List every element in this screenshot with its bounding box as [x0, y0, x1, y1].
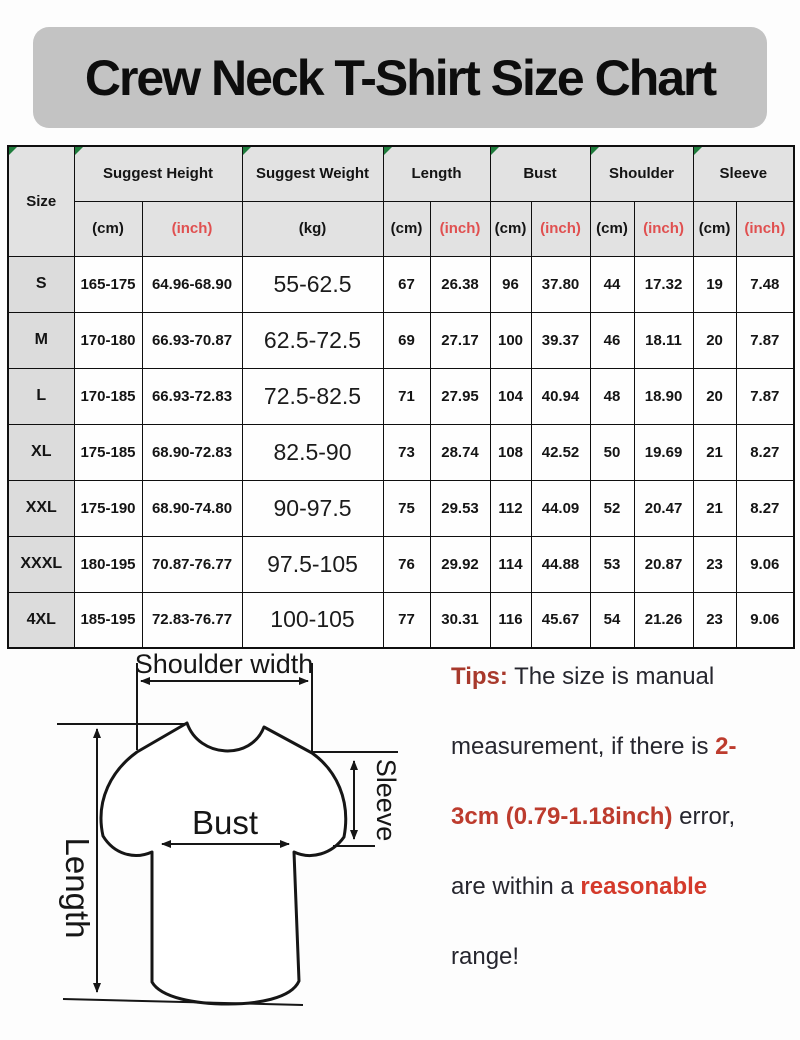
tshirt-diagram: [0, 648, 440, 1040]
page-title: Crew Neck T-Shirt Size Chart: [84, 49, 716, 106]
value-cell: 69: [383, 312, 430, 368]
value-cell: 75: [383, 480, 430, 536]
table-row: [8, 368, 794, 424]
value-cell: 8.27: [736, 424, 794, 480]
size-cell: 4XL: [8, 592, 74, 648]
value-cell: 42.52: [531, 424, 590, 480]
tips-text: [451, 664, 791, 1014]
value-cell: 66.93-70.87: [142, 312, 242, 368]
size-table-body: [8, 256, 794, 648]
value-cell: 28.74: [430, 424, 490, 480]
value-cell: 29.53: [430, 480, 490, 536]
tips-line: [451, 664, 791, 690]
table-group-header-row: [8, 146, 794, 201]
tips-line: [451, 944, 791, 970]
value-cell: 37.80: [531, 256, 590, 312]
value-cell: 104: [490, 368, 531, 424]
column-header-bust: Bust: [490, 146, 590, 201]
value-cell: 20.47: [634, 480, 693, 536]
table-row: [8, 424, 794, 480]
value-cell: 53: [590, 536, 634, 592]
unit-header-sleeve-inch: (inch): [736, 201, 794, 256]
value-cell: 44.09: [531, 480, 590, 536]
value-cell: 180-195: [74, 536, 142, 592]
value-cell: 26.38: [430, 256, 490, 312]
value-cell: 72.5-82.5: [242, 368, 383, 424]
value-cell: 62.5-72.5: [242, 312, 383, 368]
unit-header-sleeve-cm: (cm): [693, 201, 736, 256]
value-cell: 20: [693, 368, 736, 424]
tshirt-outline: [101, 723, 346, 1004]
value-cell: 27.17: [430, 312, 490, 368]
shoulder-width-label: Shoulder width: [134, 649, 314, 679]
size-cell: S: [8, 256, 74, 312]
value-cell: 21.26: [634, 592, 693, 648]
value-cell: 114: [490, 536, 531, 592]
value-cell: 40.94: [531, 368, 590, 424]
bust-label: Bust: [191, 804, 259, 841]
size-cell: L: [8, 368, 74, 424]
value-cell: 54: [590, 592, 634, 648]
value-cell: 68.90-74.80: [142, 480, 242, 536]
value-cell: 90-97.5: [242, 480, 383, 536]
value-cell: 100: [490, 312, 531, 368]
value-cell: 7.87: [736, 368, 794, 424]
size-cell: XL: [8, 424, 74, 480]
value-cell: 76: [383, 536, 430, 592]
value-cell: 20.87: [634, 536, 693, 592]
unit-header-height-cm: (cm): [74, 201, 142, 256]
title-banner: [33, 27, 767, 128]
value-cell: 18.11: [634, 312, 693, 368]
value-cell: 52: [590, 480, 634, 536]
value-cell: 19: [693, 256, 736, 312]
column-header-size: Size: [8, 146, 74, 256]
value-cell: 23: [693, 536, 736, 592]
unit-header-length-cm: (cm): [383, 201, 430, 256]
unit-header-length-inch: (inch): [430, 201, 490, 256]
value-cell: 18.90: [634, 368, 693, 424]
table-header: [8, 146, 794, 256]
tips-segment: range!: [451, 943, 520, 970]
tips-highlight: Tips:: [451, 663, 508, 690]
value-cell: 44: [590, 256, 634, 312]
tips-line: [451, 734, 791, 760]
value-cell: 72.83-76.77: [142, 592, 242, 648]
value-cell: 48: [590, 368, 634, 424]
unit-header-height-inch: (inch): [142, 201, 242, 256]
column-header-length: Length: [383, 146, 490, 201]
value-cell: 29.92: [430, 536, 490, 592]
table-row: [8, 256, 794, 312]
size-cell: XXL: [8, 480, 74, 536]
value-cell: 82.5-90: [242, 424, 383, 480]
value-cell: 21: [693, 480, 736, 536]
value-cell: 71: [383, 368, 430, 424]
value-cell: 175-190: [74, 480, 142, 536]
sleeve-label: Sleeve: [371, 758, 401, 842]
unit-header-shoulder-inch: (inch): [634, 201, 693, 256]
value-cell: 50: [590, 424, 634, 480]
value-cell: 7.48: [736, 256, 794, 312]
unit-header-weight-kg: (kg): [242, 201, 383, 256]
value-cell: 170-180: [74, 312, 142, 368]
tips-highlight: reasonable: [580, 873, 708, 900]
size-cell: XXXL: [8, 536, 74, 592]
value-cell: 77: [383, 592, 430, 648]
value-cell: 17.32: [634, 256, 693, 312]
value-cell: 165-175: [74, 256, 142, 312]
value-cell: 8.27: [736, 480, 794, 536]
table-row: [8, 312, 794, 368]
column-header-sleeve: Sleeve: [693, 146, 794, 201]
tips-segment: The size is manual: [507, 663, 715, 690]
table-row: [8, 536, 794, 592]
tips-highlight: 2-: [715, 733, 737, 760]
value-cell: 9.06: [736, 536, 794, 592]
value-cell: 67: [383, 256, 430, 312]
size-cell: M: [8, 312, 74, 368]
value-cell: 9.06: [736, 592, 794, 648]
value-cell: 21: [693, 424, 736, 480]
value-cell: 27.95: [430, 368, 490, 424]
value-cell: 23: [693, 592, 736, 648]
tips-line: [451, 874, 791, 900]
value-cell: 97.5-105: [242, 536, 383, 592]
value-cell: 70.87-76.77: [142, 536, 242, 592]
value-cell: 170-185: [74, 368, 142, 424]
value-cell: 185-195: [74, 592, 142, 648]
size-table: [7, 145, 795, 649]
unit-header-shoulder-cm: (cm): [590, 201, 634, 256]
unit-header-bust-inch: (inch): [531, 201, 590, 256]
value-cell: 45.67: [531, 592, 590, 648]
length-label: Length: [59, 837, 96, 939]
value-cell: 66.93-72.83: [142, 368, 242, 424]
value-cell: 96: [490, 256, 531, 312]
tips-segment: error,: [672, 803, 736, 830]
value-cell: 39.37: [531, 312, 590, 368]
value-cell: 7.87: [736, 312, 794, 368]
unit-header-bust-cm: (cm): [490, 201, 531, 256]
value-cell: 55-62.5: [242, 256, 383, 312]
value-cell: 68.90-72.83: [142, 424, 242, 480]
value-cell: 108: [490, 424, 531, 480]
value-cell: 20: [693, 312, 736, 368]
value-cell: 64.96-68.90: [142, 256, 242, 312]
value-cell: 100-105: [242, 592, 383, 648]
table-row: [8, 480, 794, 536]
tips-highlight: 3cm (0.79-1.18inch): [451, 803, 673, 830]
tips-line: [451, 804, 791, 830]
table-unit-row: [8, 201, 794, 256]
value-cell: 112: [490, 480, 531, 536]
value-cell: 30.31: [430, 592, 490, 648]
column-header-shoulder: Shoulder: [590, 146, 693, 201]
value-cell: 19.69: [634, 424, 693, 480]
value-cell: 46: [590, 312, 634, 368]
value-cell: 116: [490, 592, 531, 648]
value-cell: 44.88: [531, 536, 590, 592]
tips-segment: measurement, if there is: [451, 733, 716, 760]
value-cell: 73: [383, 424, 430, 480]
tips-segment: are within a: [451, 873, 581, 900]
column-header-suggest-height: Suggest Height: [74, 146, 242, 201]
table-row: [8, 592, 794, 648]
value-cell: 175-185: [74, 424, 142, 480]
column-header-suggest-weight: Suggest Weight: [242, 146, 383, 201]
